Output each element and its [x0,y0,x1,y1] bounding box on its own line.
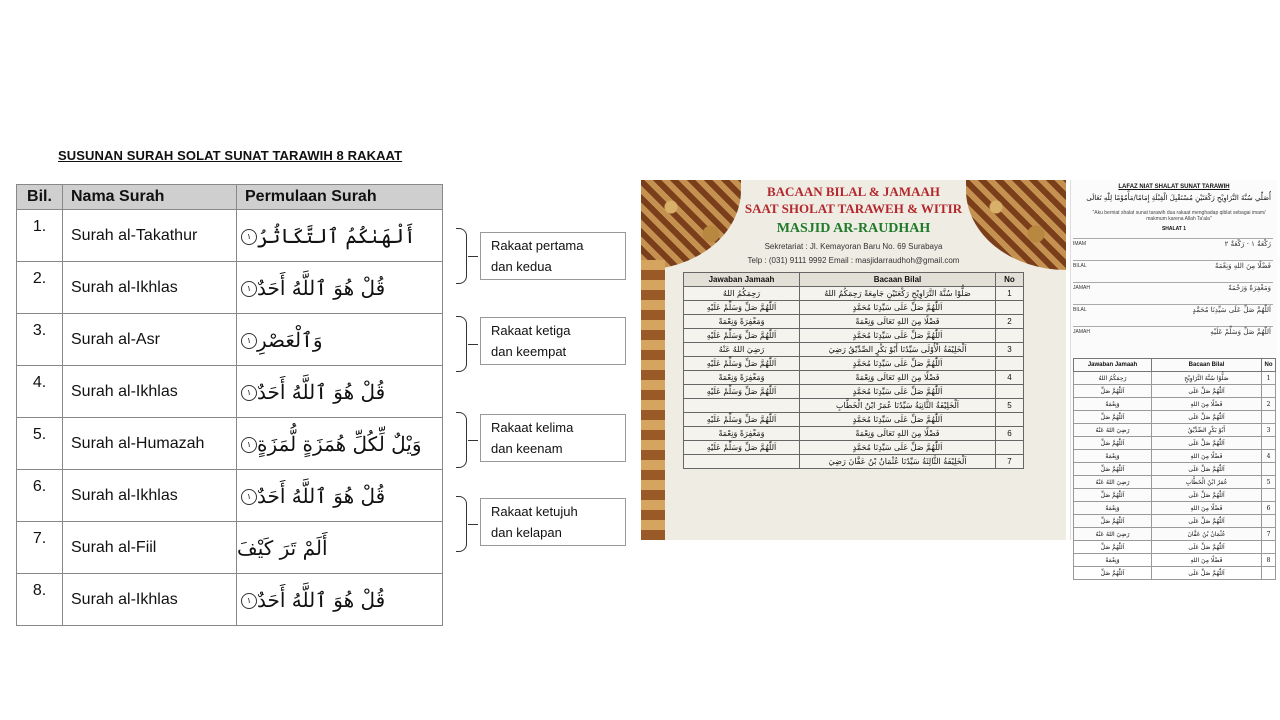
surah-arrangement-document [14,146,634,612]
rakaat-line: Rakaat ketujuh [491,504,578,519]
jawaban-cell: وَنِعْمَةً [1074,554,1152,567]
bacaan-table [683,272,1024,469]
arabic-text: أَلْهَىٰكُمُ ٱلتَّكَاثُرُ [257,223,416,248]
header-nama-surah: Nama Surah [63,185,237,210]
table-row [1074,554,1276,567]
ornament-strip-left [641,260,665,540]
jawaban-cell: رَضِيَ اللهُ عَنْهُ [1074,528,1152,541]
jawaban-cell: وَمَغْفِرَةً وَنِعْمَةً [684,315,800,329]
bacaan-cell: اَللّٰهُمَّ صَلِّ عَلَى [1152,437,1262,450]
bacaan-cell: اَللّٰهُمَّ صَلِّ عَلَى سَيِّدِنَا مُحَمَّدٍ [800,329,996,343]
table-row [17,314,443,366]
table-row [1074,489,1276,502]
jawaban-cell: اَللّٰهُمَّ صَلِّ وَسَلِّمْ عَلَيْهِ [684,413,800,427]
row-number: 2. [17,262,63,314]
bacaan-cell: اَللّٰهُمَّ صَلِّ عَلَى سَيِّدِنَا مُحَمَّدٍ [800,385,996,399]
no-cell: 1 [996,287,1024,301]
line-arabic: اَللّٰهُمَّ صَلِّ عَلَى سَيِّدِنَا مُحَمَّدٍ [1192,306,1271,314]
jawaban-cell: وَمَغْفِرَةً وَنِعْمَةً [684,371,800,385]
rakaat-box-3 [480,414,626,462]
table-row [684,315,1024,329]
table-row [684,427,1024,441]
niat-translation: "Aku berniat shalat sunat tarawih dua rakaat menghadap qiblat sebagai imam/ makmum karena Allah Ta'ala" [1092,210,1266,222]
table-row [1074,515,1276,528]
jawaban-cell: اَللّٰهُمَّ صَلِّ وَسَلِّمْ عَلَيْهِ [684,441,800,455]
table-row [1074,476,1276,489]
line-arabic: رَكْعَةٌ ١ · رَكْعَةٌ ٢ [1224,240,1271,248]
jawaban-cell: اَللّٰهُمَّ صَلِّ وَسَلِّمْ عَلَيْهِ [684,385,800,399]
table-row [1074,450,1276,463]
contact-info: Telp : (031) 9111 9992 Email : masjidarraudhoh@gmail.com [747,256,960,265]
no-cell [1262,411,1276,424]
table-row [684,441,1024,455]
masjid-name: MASJID AR-RAUDHAH [776,221,931,236]
table-row [17,470,443,522]
line-label: BILAL [1073,307,1087,313]
table-row [684,371,1024,385]
table-row [17,522,443,574]
no-cell: 2 [1262,398,1276,411]
row-number: 3. [17,314,63,366]
document-title: SUSUNAN SURAH SOLAT SUNAT TARAWIH 8 RAKAAT [58,148,403,163]
surah-name: Surah al-Ikhlas [63,366,237,418]
header-bacaan: Bacaan Bilal [800,273,996,287]
rakaat-box-1 [480,232,626,280]
bacaan-cell: فَضْلًا مِنَ اللهِ [1152,450,1262,463]
jawaban-cell: اَللّٰهُمَّ صَلِّ وَسَلِّمْ عَلَيْهِ [684,301,800,315]
rakaat-box-2 [480,317,626,365]
rakaat-line: dan kedua [491,259,552,274]
row-number: 5. [17,418,63,470]
bacaan-cell: اَللّٰهُمَّ صَلِّ عَلَى سَيِّدِنَا مُحَمَّدٍ [800,441,996,455]
table-row [1074,567,1276,580]
jawaban-cell [684,399,800,413]
surah-name: Surah al-Humazah [63,418,237,470]
no-cell [1262,567,1276,580]
no-cell: 5 [1262,476,1276,489]
bacaan-cell: صَلُّوْا سُنَّةَ التَّرَاوِيْحِ رَكْعَتَيْنِ جَامِعَةً رَحِمَكُمُ اللهُ [800,287,996,301]
no-cell: 3 [996,343,1024,357]
jawaban-cell: اَللّٰهُمَّ صَلِّ [1074,437,1152,450]
no-cell [996,385,1024,399]
jawaban-cell: رَضِيَ اللهُ عَنْهُ [684,343,800,357]
header-bacaan: Bacaan Bilal [1152,359,1262,372]
table-row [1074,411,1276,424]
shalat-label: SHALAT 1 [1161,226,1187,232]
arabic-text: وَيْلٌ لِّكُلِّ هُمَزَةٍ لُّمَزَةٍ [257,431,422,456]
table-row [17,418,443,470]
bracket-3 [456,412,467,468]
bacaan-cell: اَللّٰهُمَّ صَلِّ عَلَى [1152,463,1262,476]
no-cell [1262,385,1276,398]
no-cell: 6 [996,427,1024,441]
bacaan-bilal-document [641,180,1066,540]
surah-opening [237,366,443,418]
header-no: No [996,273,1024,287]
lafaz-niat-document [1070,180,1277,577]
no-cell [996,357,1024,371]
bacaan-cell: عُثْمَانُ بْنُ عَفَّانَ [1152,528,1262,541]
bacaan-cell: اَللّٰهُمَّ صَلِّ عَلَى [1152,567,1262,580]
table-header-row [17,185,443,210]
table-row [1074,372,1276,385]
bacaan-cell: فَضْلًا مِنَ اللهِ [1152,502,1262,515]
document-title: LAFAZ NIAT SHALAT SUNAT TARAWIH [1118,184,1230,190]
line-label: BILAL [1073,263,1087,269]
sekretariat-address: Sekretariat : Jl. Kemayoran Baru No. 69 Surabaya [764,242,943,251]
bacaan-cell: فَضْلًا مِنَ اللهِ تَعَالَى وَنِعْمَةً [800,315,996,329]
bacaan-cell: اَلْخَلِيْفَةُ الثَّالِثَةُ سَيِّدُنَا عُثْمَانُ بْنُ عَفَّانَ رَضِيَ [800,455,996,469]
surah-name: Surah al-Fiil [63,522,237,574]
table-row [17,262,443,314]
row-number: 8. [17,574,63,626]
surah-opening [237,470,443,522]
bacaan-cell: فَضْلًا مِنَ اللهِ [1152,398,1262,411]
no-cell: 5 [996,399,1024,413]
table-header-row [1074,359,1276,372]
no-cell: 1 [1262,372,1276,385]
row-number: 6. [17,470,63,522]
bacaan-cell: اَلْخَلِيْفَةُ الْأُوْلَى سَيِّدُنَا أَبُوْ بَكْرٍ الصِّدِّيْقُ رَضِيَ [800,343,996,357]
no-cell [1262,437,1276,450]
surah-opening [237,574,443,626]
table-row [684,329,1024,343]
rakaat-line: Rakaat pertama [491,238,584,253]
jawaban-cell: رَحِمَكُمُ اللهُ [684,287,800,301]
jawaban-cell: وَنِعْمَةً [1074,398,1152,411]
table-row [1074,437,1276,450]
line-label: JAMAH [1073,329,1090,335]
ayah-number-icon: ١ [241,229,257,245]
table-row [1074,463,1276,476]
surah-table [16,184,443,626]
header-permulaan-surah: Permulaan Surah [237,185,443,210]
bacaan-table-small [1073,358,1276,580]
ayah-number-icon: ١ [241,489,257,505]
jawaban-cell: وَنِعْمَةً [1074,502,1152,515]
no-cell: 3 [1262,424,1276,437]
bacaan-cell: اَللّٰهُمَّ صَلِّ عَلَى [1152,489,1262,502]
no-cell [1262,463,1276,476]
table-row [17,210,443,262]
bacaan-cell: فَضْلًا مِنَ اللهِ تَعَالَى وَنِعْمَةً [800,427,996,441]
table-header-row [684,273,1024,287]
no-cell: 7 [1262,528,1276,541]
bacaan-cell: اَللّٰهُمَّ صَلِّ عَلَى [1152,385,1262,398]
ayah-number-icon: ١ [241,281,257,297]
no-cell: 6 [1262,502,1276,515]
table-row [17,574,443,626]
jawaban-cell: اَللّٰهُمَّ صَلِّ [1074,411,1152,424]
surah-name: Surah al-Ikhlas [63,470,237,522]
table-row [684,399,1024,413]
jawaban-cell: رَحِمَكُمُ اللهُ [1074,372,1152,385]
surah-name: Surah al-Ikhlas [63,574,237,626]
header-jawaban: Jawaban Jamaah [684,273,800,287]
niat-line [1073,282,1273,297]
table-row [684,385,1024,399]
no-cell: 2 [996,315,1024,329]
arabic-text: أَلَمْ تَرَ كَيْفَ [237,535,328,560]
no-cell: 4 [1262,450,1276,463]
header-bil: Bil. [17,185,63,210]
jawaban-cell: اَللّٰهُمَّ صَلِّ [1074,541,1152,554]
no-cell [996,329,1024,343]
header-no: No [1262,359,1276,372]
niat-line [1073,260,1273,275]
jawaban-cell: رَضِيَ اللهُ عَنْهُ [1074,476,1152,489]
no-cell [1262,515,1276,528]
jawaban-cell: اَللّٰهُمَّ صَلِّ [1074,489,1152,502]
no-cell [996,301,1024,315]
surah-name: Surah al-Asr [63,314,237,366]
bracket-2 [456,316,467,372]
ayah-number-icon: ١ [241,593,257,609]
table-row [1074,541,1276,554]
jawaban-cell: اَللّٰهُمَّ صَلِّ [1074,385,1152,398]
niat-line [1073,326,1273,341]
surah-name: Surah al-Takathur [63,210,237,262]
bracket-1 [456,228,467,284]
bacaan-cell: اَللّٰهُمَّ صَلِّ عَلَى سَيِّدِنَا مُحَمَّدٍ [800,301,996,315]
no-cell [1262,489,1276,502]
jawaban-cell: اَللّٰهُمَّ صَلِّ [1074,463,1152,476]
no-cell [1262,541,1276,554]
table-row [684,301,1024,315]
line-arabic: اَللّٰهُمَّ صَلِّ وَسَلِّمْ عَلَيْهِ [1210,328,1271,336]
table-row [684,413,1024,427]
header-jawaban: Jawaban Jamaah [1074,359,1152,372]
rakaat-line: dan keempat [491,344,567,359]
bracket-4 [456,496,467,552]
table-row [1074,528,1276,541]
jawaban-cell: اَللّٰهُمَّ صَلِّ [1074,567,1152,580]
rakaat-line: dan kelapan [491,525,562,540]
bacaan-cell: اَللّٰهُمَّ صَلِّ عَلَى سَيِّدِنَا مُحَمَّدٍ [800,413,996,427]
no-cell [996,441,1024,455]
table-row [1074,502,1276,515]
niat-line [1073,304,1273,319]
surah-opening [237,262,443,314]
rakaat-line: Rakaat kelima [491,420,574,435]
line-label: JAMAH [1073,285,1090,291]
bacaan-cell: اَللّٰهُمَّ صَلِّ عَلَى [1152,411,1262,424]
arabic-text: قُلْ هُوَ ٱللَّهُ أَحَدٌ [257,379,386,404]
bacaan-cell: صَلُّوْا سُنَّةَ التَّرَاوِيْحِ [1152,372,1262,385]
bacaan-cell: اَللّٰهُمَّ صَلِّ عَلَى [1152,541,1262,554]
surah-opening [237,314,443,366]
bacaan-cell: فَضْلًا مِنَ اللهِ [1152,554,1262,567]
table-row [1074,424,1276,437]
rakaat-box-4 [480,498,626,546]
no-cell [996,413,1024,427]
bacaan-cell: اَللّٰهُمَّ صَلِّ عَلَى [1152,515,1262,528]
row-number: 1. [17,210,63,262]
arabic-text: قُلْ هُوَ ٱللَّهُ أَحَدٌ [257,587,386,612]
table-row [684,455,1024,469]
jawaban-cell: اَللّٰهُمَّ صَلِّ [1074,515,1152,528]
line-arabic: وَمَغْفِرَةً وَرَحْمَةً [1228,284,1271,292]
row-number: 7. [17,522,63,574]
jawaban-cell: وَنِعْمَةً [1074,450,1152,463]
table-row [17,366,443,418]
table-row [684,287,1024,301]
surah-opening [237,210,443,262]
jawaban-cell: رَضِيَ اللهُ عَنْهُ [1074,424,1152,437]
no-cell: 4 [996,371,1024,385]
bacaan-cell: فَضْلًا مِنَ اللهِ تَعَالَى وَنِعْمَةً [800,371,996,385]
bacaan-cell: اَلْخَلِيْفَةُ الثَّانِيَةُ سَيِّدُنَا عُمَرُ ابْنُ الْخَطَّابِ [800,399,996,413]
no-cell: 7 [996,455,1024,469]
line-label: IMAM [1073,241,1087,247]
table-row [1074,385,1276,398]
jawaban-cell [684,455,800,469]
table-row [684,343,1024,357]
ayah-number-icon: ١ [241,333,257,349]
arabic-text: قُلْ هُوَ ٱللَّهُ أَحَدٌ [257,275,386,300]
niat-arabic: أُصَلِّي سُنَّةَ التَّرَاوِيْحِ رَكْعَتَيْنِ مُسْتَقْبِلَ الْقِبْلَةِ إِمَامًا/مَأْمُوْمًا لِلّٰهِ تَعَالَى [1086,194,1271,202]
no-cell: 8 [1262,554,1276,567]
jawaban-cell: اَللّٰهُمَّ صَلِّ وَسَلِّمْ عَلَيْهِ [684,329,800,343]
surah-opening [237,522,443,574]
bacaan-cell: أَبُوْ بَكْرٍ الصِّدِّيْقُ [1152,424,1262,437]
arabic-text: قُلْ هُوَ ٱللَّهُ أَحَدٌ [257,483,386,508]
jawaban-cell: وَمَغْفِرَةً وَنِعْمَةً [684,427,800,441]
bacaan-cell: عُمَرُ ابْنُ الْخَطَّابِ [1152,476,1262,489]
table-row [1074,398,1276,411]
rakaat-line: dan keenam [491,441,563,456]
document-heading: BACAAN BILAL & JAMAAH [767,184,940,199]
rakaat-line: Rakaat ketiga [491,323,571,338]
table-row [684,357,1024,371]
bacaan-cell: اَللّٰهُمَّ صَلِّ عَلَى سَيِّدِنَا مُحَمَّدٍ [800,357,996,371]
line-arabic: فَضْلًا مِنَ اللهِ وَنِعْمَةً [1215,262,1271,270]
ayah-number-icon: ١ [241,437,257,453]
ayah-number-icon: ١ [241,385,257,401]
document-subheading: SAAT SHOLAT TARAWEH & WITIR [744,201,963,216]
jawaban-cell: اَللّٰهُمَّ صَلِّ وَسَلِّمْ عَلَيْهِ [684,357,800,371]
arabic-text: وَٱلْعَصْرِ [257,327,323,352]
surah-opening [237,418,443,470]
row-number: 4. [17,366,63,418]
surah-name: Surah al-Ikhlas [63,262,237,314]
niat-line [1073,238,1273,253]
